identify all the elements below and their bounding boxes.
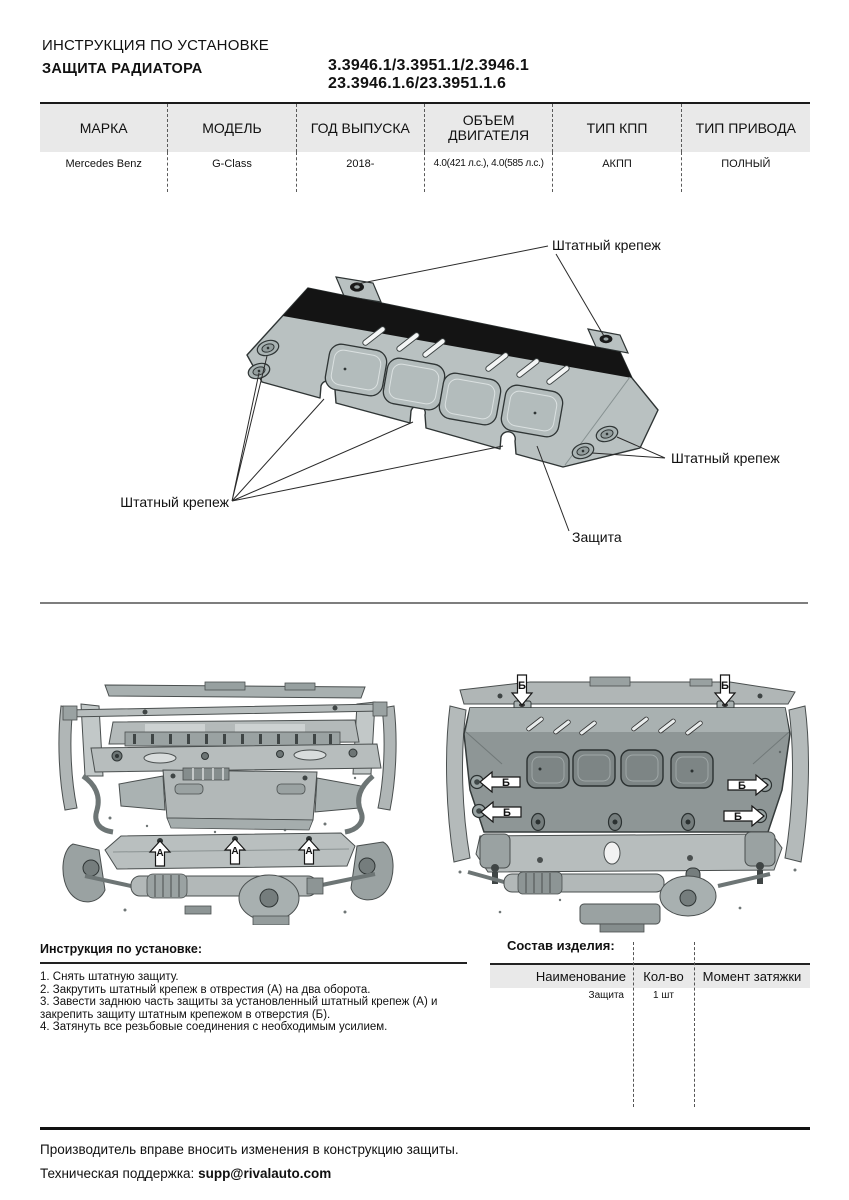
table-cell-drive: ПОЛНЫЙ: [721, 158, 771, 170]
composition-table: [490, 938, 810, 1110]
column-header: Момент затяжки: [702, 969, 802, 984]
underbody-view-before: [55, 680, 400, 925]
marker-b-label: Б: [721, 680, 729, 692]
support-label: Техническая поддержка:: [40, 1166, 195, 1181]
guard-label: Защита: [572, 529, 622, 545]
marker-a-label: А: [305, 846, 313, 857]
fastener-label-right: Штатный крепеж: [671, 450, 780, 466]
document-title: ИНСТРУКЦИЯ ПО УСТАНОВКЕ: [42, 37, 269, 54]
table-cell-year: 2018-: [297, 152, 425, 192]
fitment-table: [40, 102, 810, 192]
part-numbers: [328, 57, 529, 93]
installation-instructions: [40, 942, 470, 1034]
product-title: ЗАЩИТА РАДИАТОРА: [42, 61, 203, 77]
part-numbers-line2: 23.3946.1.6/23.3951.1.6: [328, 75, 507, 92]
fastener-label-top: Штатный крепеж: [552, 237, 661, 253]
skid-plate-diagram: [40, 220, 810, 600]
column-header: ТИП ПРИВОДА: [682, 104, 810, 152]
column-header: ОБЪЕМ ДВИГАТЕЛЯ: [425, 104, 553, 152]
footer-rule: [40, 1127, 810, 1130]
lower-structure: [468, 832, 782, 932]
table-cell-gearbox: АКПП: [553, 152, 681, 192]
section-divider: [40, 602, 808, 604]
bumper-assembly: [83, 768, 373, 832]
marker-a-label: А: [231, 846, 239, 857]
composition-title: Состав изделия:: [507, 938, 615, 953]
marker-b-label: Б: [738, 780, 746, 792]
item-name: Защита: [588, 990, 624, 1001]
front-frame-structure: [63, 682, 387, 772]
footer-disclaimer: Производитель вправе вносить изменения в конструкцию защиты.: [40, 1142, 459, 1157]
column-header: ГОД ВЫПУСКА: [297, 104, 425, 152]
instructions-title: Инструкция по установке:: [40, 942, 202, 956]
fastener-label-left: Штатный крепеж: [120, 494, 229, 510]
instructions-rule: [40, 962, 467, 964]
marker-b-label: Б: [734, 811, 742, 823]
composition-header-row: [490, 965, 810, 988]
instruction-step: 2. Закрутить штатный крепеж в отврестия (А) на два оборота.: [40, 983, 371, 996]
column-header: Наименование: [535, 969, 626, 984]
underbody-view-after: [440, 672, 815, 935]
marker-b-label: Б: [502, 777, 510, 789]
instruction-step: 1. Снять штатную защиту.: [40, 971, 179, 983]
part-numbers-line1: 3.3946.1/3.3951.1/2.3946.1: [328, 57, 529, 74]
item-qty: 1 шт: [653, 990, 674, 1001]
table-cell-engine: 4.0(421 л.с.), 4.0(585 л.с.): [425, 152, 553, 192]
composition-data-row: [490, 990, 810, 1001]
column-header: Кол-во: [643, 969, 684, 984]
column-header: МАРКА: [40, 104, 168, 152]
column-header: ТИП КПП: [553, 104, 681, 152]
marker-a-label: А: [156, 848, 164, 859]
marker-b-label: Б: [518, 680, 526, 692]
item-torque: [694, 990, 810, 1001]
footer-support: [40, 1166, 331, 1181]
instruction-step: 4. Затянуть все резьбовые соединения с необходимым усилием.: [40, 1021, 388, 1034]
support-email: supp@rivalauto.com: [198, 1166, 332, 1181]
table-cell-brand: Mercedes Benz: [40, 152, 168, 192]
composition-divider: [694, 942, 695, 1107]
table-cell-model: G-Class: [168, 152, 296, 192]
composition-divider: [633, 942, 634, 1107]
column-header: МОДЕЛЬ: [168, 104, 296, 152]
instruction-step: 3. Завести заднюю часть защиты за установленный штатный крепеж (А) и закрепить защиту штатным крепежом в отверстия (Б).: [40, 996, 438, 1021]
marker-b-label: Б: [503, 807, 511, 819]
